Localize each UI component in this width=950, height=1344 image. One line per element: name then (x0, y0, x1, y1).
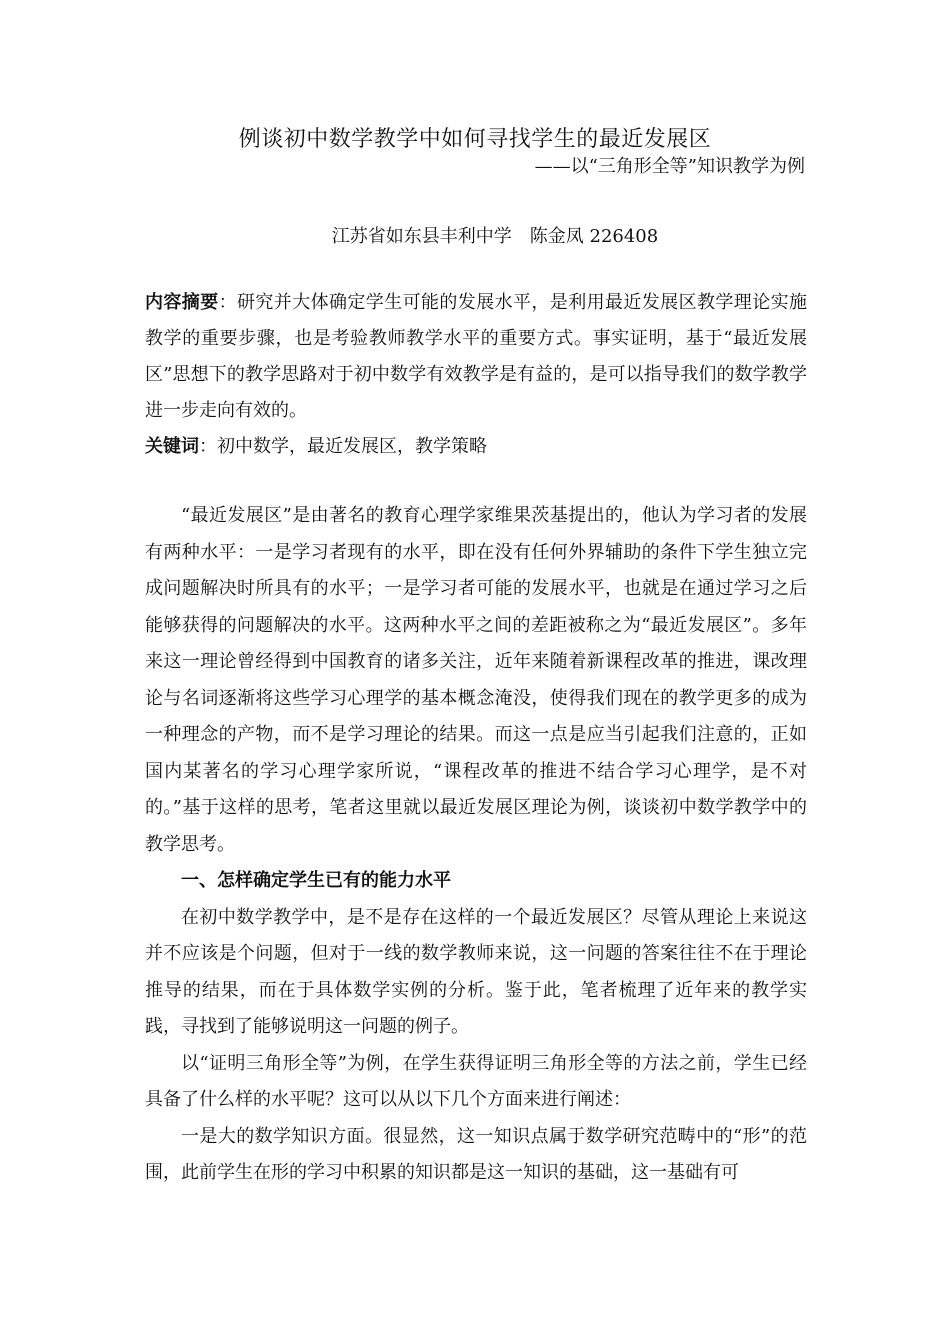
author-affiliation: 江苏省如东县丰利中学 陈金凤 226408 (331, 226, 659, 247)
paper-title: 例谈初中数学教学中如何寻找学生的最近发展区 (238, 127, 712, 152)
abstract-text: ：研究并大体确定学生可能的发展水平，是利用最近发展区教学理论实施教学的重要步骤，也是考验教师教学水平的重要方式。事实证明，基于“最近发展区”思想下的教学思路对于初中数学有效教学是有益的，是可以指导我们的数学教学进一步走向有效的。 (145, 292, 808, 421)
paragraph-section1-1: 在初中数学教学中，是不是存在这样的一个最近发展区？尽管从理论上来说这并不应该是个问题，但对于一线的数学教师来说，这一问题的答案往往不在于理论推导的结果，而在于具体数学实例的分析。鉴于此，笔者梳理了近年来的教学实践，寻找到了能够说明这一问题的例子。 (145, 906, 807, 1037)
keywords-text: ：初中数学，最近发展区，教学策略 (199, 436, 487, 457)
keywords-section (145, 429, 807, 465)
abstract-label: 内容摘要 (145, 292, 219, 313)
body-text (145, 498, 807, 1192)
paragraph-section1-2: 以“证明三角形全等”为例，在学生获得证明三角形全等的方法之前，学生已经具备了什么样的水平呢？这可以从以下几个方面来进行阐述： (145, 1052, 807, 1110)
abstract-section (145, 285, 807, 429)
keywords-label: 关键词 (145, 436, 199, 457)
paragraph-section1-3: 一是大的数学知识方面。很显然，这一知识点属于数学研究范畴中的“形”的范围，此前学生在形的学习中积累的知识都是这一知识的基础，这一基础有可 (145, 1125, 807, 1183)
paragraph-intro: “最近发展区”是由著名的教育心理学家维果茨基提出的，他认为学习者的发展有两种水平：一是学习者现有的水平，即在没有任何外界辅助的条件下学生独立完成问题解决时所具有的水平；一是学习者可能的发展水平，也就是在通过学习之后能够获得的问题解决的水平。这两种水平之间的差距被称之为“最近发展区”。多年来这一理论曾经得到中国教育的诸多关注，近年来随着新课程改革的推进，课改理论与名词逐渐将这些学习心理学的基本概念淹没，使得我们现在的教学更多的成为一种理念的产物，而不是学习理论的结果。而这一点是应当引起我们注意的，正如国内某著名的学习心理学家所说，“课程改革的推进不结合学习心理学，是不对的。”基于这样的思考，笔者这里就以最近发展区理论为例，谈谈初中数学教学中的教学思考。 (145, 505, 807, 855)
section-heading-1: 一、怎样确定学生已有的能力水平 (181, 870, 451, 891)
paper-subtitle: ——以“三角形全等”知识教学为例 (534, 156, 805, 177)
